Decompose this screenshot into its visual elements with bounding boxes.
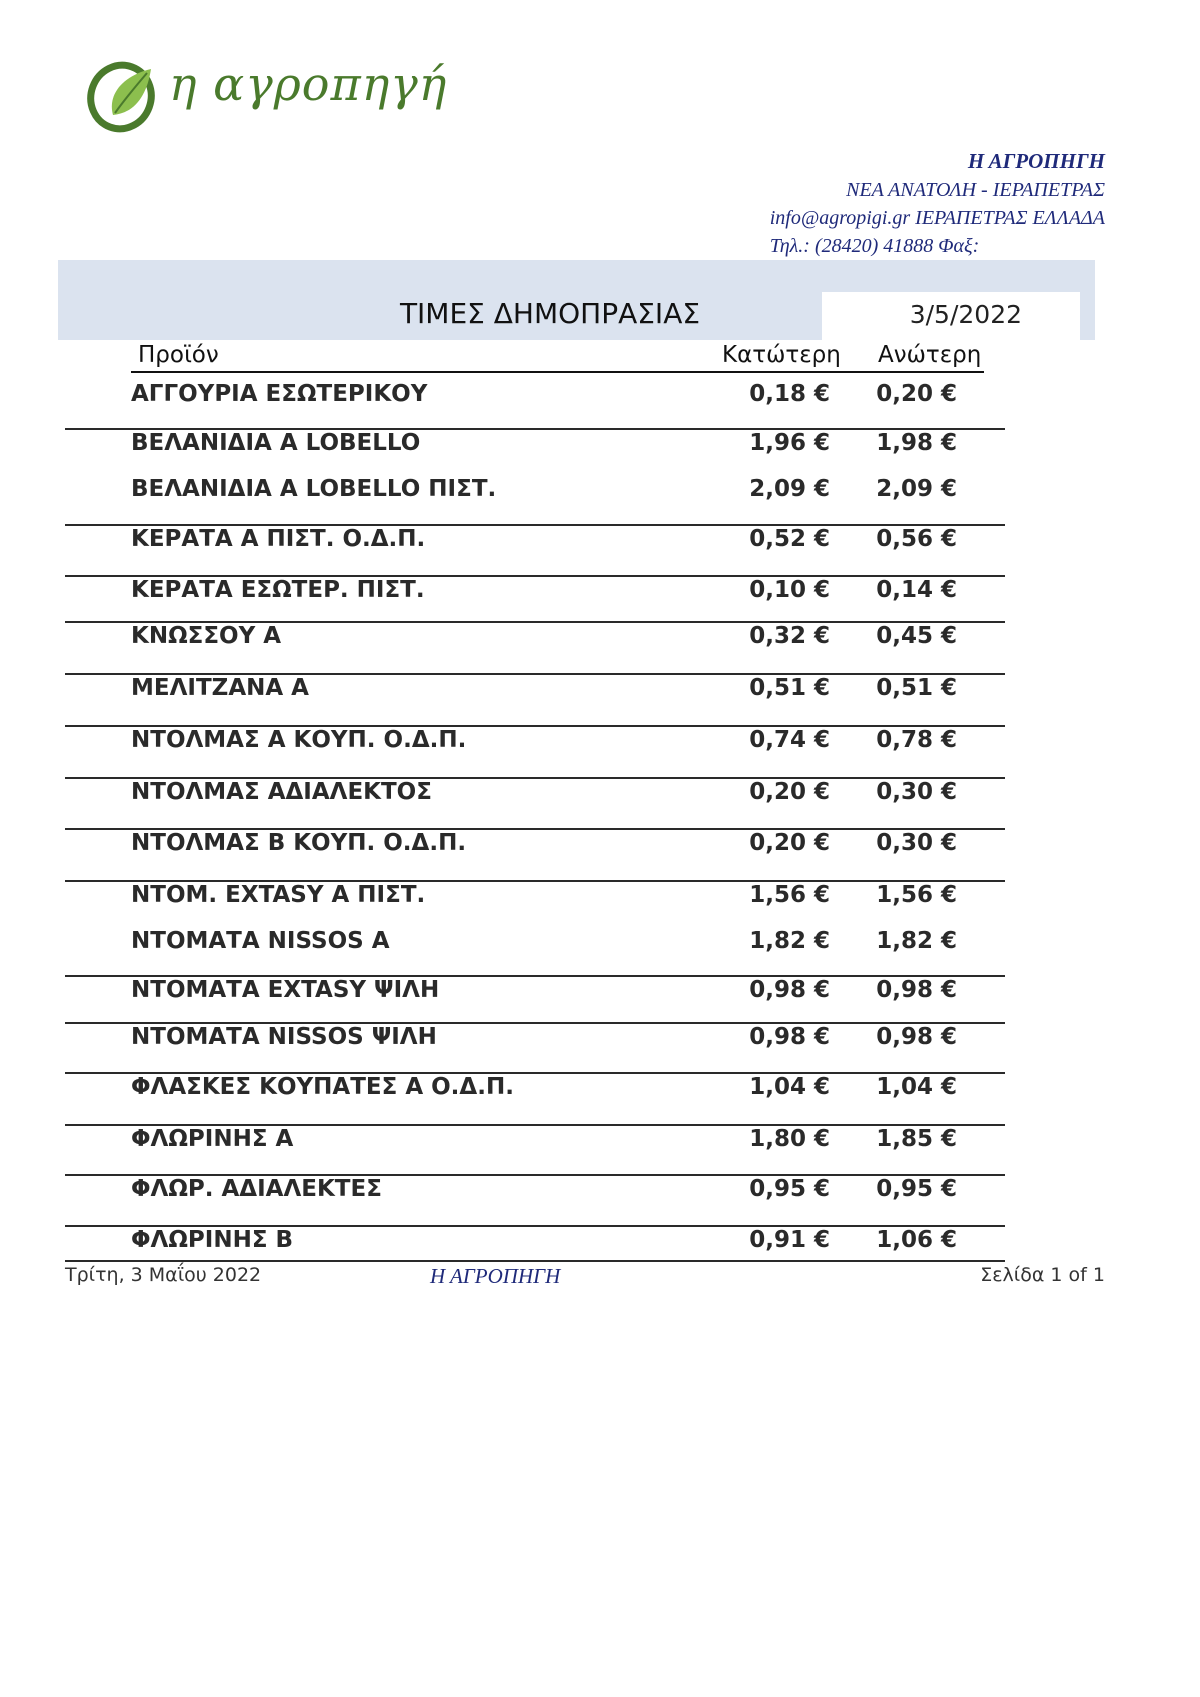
company-name: Η ΑΓΡΟΠΗΓΗ bbox=[967, 149, 1105, 173]
table-row bbox=[0, 830, 1200, 860]
table-row bbox=[0, 430, 1200, 460]
table-row bbox=[0, 577, 1200, 607]
table-row bbox=[0, 779, 1200, 809]
row-divider bbox=[65, 880, 1005, 882]
price-low: 2,09 € bbox=[749, 476, 830, 502]
row-divider bbox=[65, 1022, 1005, 1024]
price-low: 0,18 € bbox=[749, 381, 830, 407]
row-divider bbox=[65, 777, 1005, 779]
price-high: 0,56 € bbox=[876, 526, 957, 552]
row-divider bbox=[65, 1174, 1005, 1176]
footer-page: Σελίδα 1 of 1 bbox=[980, 1264, 1105, 1286]
table-row bbox=[0, 476, 1200, 506]
price-high: 0,20 € bbox=[876, 381, 957, 407]
price-low: 0,20 € bbox=[749, 830, 830, 856]
price-high: 1,82 € bbox=[876, 928, 957, 954]
price-low: 0,20 € bbox=[749, 779, 830, 805]
product-name: ΝΤΟΜΑΤΑ NISSOS Α bbox=[131, 928, 390, 954]
product-name: ΝΤΟΜ. EXTASY Α ΠΙΣΤ. bbox=[131, 882, 426, 908]
product-name: ΒΕΛΑΝΙΔΙΑ Α LOBELLO bbox=[131, 430, 421, 456]
price-high: 0,98 € bbox=[876, 977, 957, 1003]
price-low: 0,91 € bbox=[749, 1227, 830, 1253]
company-info bbox=[770, 146, 1105, 260]
price-low: 0,74 € bbox=[749, 727, 830, 753]
price-high: 1,56 € bbox=[876, 882, 957, 908]
price-high: 0,30 € bbox=[876, 779, 957, 805]
row-divider bbox=[65, 828, 1005, 830]
table-row bbox=[0, 623, 1200, 653]
company-logo bbox=[85, 55, 448, 145]
price-high: 0,30 € bbox=[876, 830, 957, 856]
table-row bbox=[0, 928, 1200, 958]
product-name: ΝΤΟΛΜΑΣ Β ΚΟΥΠ. Ο.Δ.Π. bbox=[131, 830, 467, 856]
price-high: 1,98 € bbox=[876, 430, 957, 456]
row-divider bbox=[65, 428, 1005, 430]
leaf-logo-icon bbox=[85, 55, 165, 135]
header-rule bbox=[131, 371, 984, 373]
product-name: ΜΕΛΙΤΖΑΝΑ Α bbox=[131, 675, 309, 701]
product-name: ΝΤΟΜΑΤΑ EXTASY ΨΙΛΗ bbox=[131, 977, 440, 1003]
product-name: ΚΕΡΑΤΑ ΕΣΩΤΕΡ. ΠΙΣΤ. bbox=[131, 577, 425, 603]
product-name: ΒΕΛΑΝΙΔΙΑ Α LOBELLO ΠΙΣΤ. bbox=[131, 476, 497, 502]
price-low: 1,82 € bbox=[749, 928, 830, 954]
price-low: 0,52 € bbox=[749, 526, 830, 552]
auction-date: 3/5/2022 bbox=[909, 300, 1022, 329]
price-low: 0,10 € bbox=[749, 577, 830, 603]
row-divider bbox=[65, 1124, 1005, 1126]
price-high: 1,04 € bbox=[876, 1074, 957, 1100]
column-header-product: Προϊόν bbox=[138, 342, 219, 368]
row-divider bbox=[65, 1072, 1005, 1074]
footer-rule bbox=[65, 1260, 1005, 1262]
footer-company: Η ΑΓΡΟΠΗΓΗ bbox=[430, 1264, 561, 1288]
price-high: 1,85 € bbox=[876, 1126, 957, 1152]
product-name: ΦΛΩΡΙΝΗΣ Β bbox=[131, 1227, 294, 1253]
table-row bbox=[0, 675, 1200, 705]
price-low: 0,51 € bbox=[749, 675, 830, 701]
price-low: 0,95 € bbox=[749, 1176, 830, 1202]
company-phone: Τηλ.: (28420) 41888 Φαξ: bbox=[769, 235, 980, 257]
price-low: 0,98 € bbox=[749, 1024, 830, 1050]
product-name: ΦΛΑΣΚΕΣ ΚΟΥΠΑΤΕΣ Α Ο.Δ.Π. bbox=[131, 1074, 514, 1100]
table-row bbox=[0, 977, 1200, 1007]
price-low: 1,80 € bbox=[749, 1126, 830, 1152]
table-row bbox=[0, 1024, 1200, 1054]
product-name: ΦΛΩΡ. ΑΔΙΑΛΕΚΤΕΣ bbox=[131, 1176, 382, 1202]
table-row bbox=[0, 526, 1200, 556]
company-address: ΝΕΑ ΑΝΑΤΟΛΗ - ΙΕΡΑΠΕΤΡΑΣ bbox=[846, 179, 1105, 201]
price-high: 0,95 € bbox=[876, 1176, 957, 1202]
table-row bbox=[0, 1126, 1200, 1156]
row-divider bbox=[65, 524, 1005, 526]
row-divider bbox=[65, 975, 1005, 977]
column-header-high: Ανώτερη bbox=[878, 342, 982, 368]
page-title: ΤΙΜΕΣ ΔΗΜΟΠΡΑΣΙΑΣ bbox=[399, 297, 701, 330]
company-email: info@agropigi.gr ΙΕΡΑΠΕΤΡΑΣ ΕΛΛΑΔΑ bbox=[769, 207, 1105, 229]
price-high: 0,14 € bbox=[876, 577, 957, 603]
table-row bbox=[0, 882, 1200, 912]
column-header-low: Κατώτερη bbox=[722, 342, 841, 368]
footer-date: Τρίτη, 3 Μαΐου 2022 bbox=[65, 1264, 262, 1286]
product-name: ΚΕΡΑΤΑ Α ΠΙΣΤ. Ο.Δ.Π. bbox=[131, 526, 426, 552]
price-low: 1,56 € bbox=[749, 882, 830, 908]
table-row bbox=[0, 727, 1200, 757]
table-row bbox=[0, 1176, 1200, 1206]
product-name: ΝΤΟΜΑΤΑ NISSOS ΨΙΛΗ bbox=[131, 1024, 437, 1050]
product-name: ΑΓΓΟΥΡΙΑ ΕΣΩΤΕΡΙΚΟΥ bbox=[131, 381, 428, 407]
price-low: 0,32 € bbox=[749, 623, 830, 649]
price-low: 0,98 € bbox=[749, 977, 830, 1003]
row-divider bbox=[65, 1225, 1005, 1227]
row-divider bbox=[65, 673, 1005, 675]
logo-wordmark: η αγροπηγή bbox=[169, 57, 448, 111]
price-high: 0,98 € bbox=[876, 1024, 957, 1050]
table-row bbox=[0, 381, 1200, 411]
product-name: ΚΝΩΣΣΟΥ Α bbox=[131, 623, 282, 649]
price-high: 0,51 € bbox=[876, 675, 957, 701]
price-low: 1,96 € bbox=[749, 430, 830, 456]
price-high: 1,06 € bbox=[876, 1227, 957, 1253]
price-high: 2,09 € bbox=[876, 476, 957, 502]
product-name: ΦΛΩΡΙΝΗΣ Α bbox=[131, 1126, 294, 1152]
product-name: ΝΤΟΛΜΑΣ Α ΚΟΥΠ. Ο.Δ.Π. bbox=[131, 727, 467, 753]
price-high: 0,45 € bbox=[876, 623, 957, 649]
row-divider bbox=[65, 575, 1005, 577]
table-row bbox=[0, 1227, 1200, 1257]
price-high: 0,78 € bbox=[876, 727, 957, 753]
table-row bbox=[0, 1074, 1200, 1104]
row-divider bbox=[65, 621, 1005, 623]
product-name: ΝΤΟΛΜΑΣ ΑΔΙΑΛΕΚΤΟΣ bbox=[131, 779, 432, 805]
row-divider bbox=[65, 725, 1005, 727]
price-low: 1,04 € bbox=[749, 1074, 830, 1100]
